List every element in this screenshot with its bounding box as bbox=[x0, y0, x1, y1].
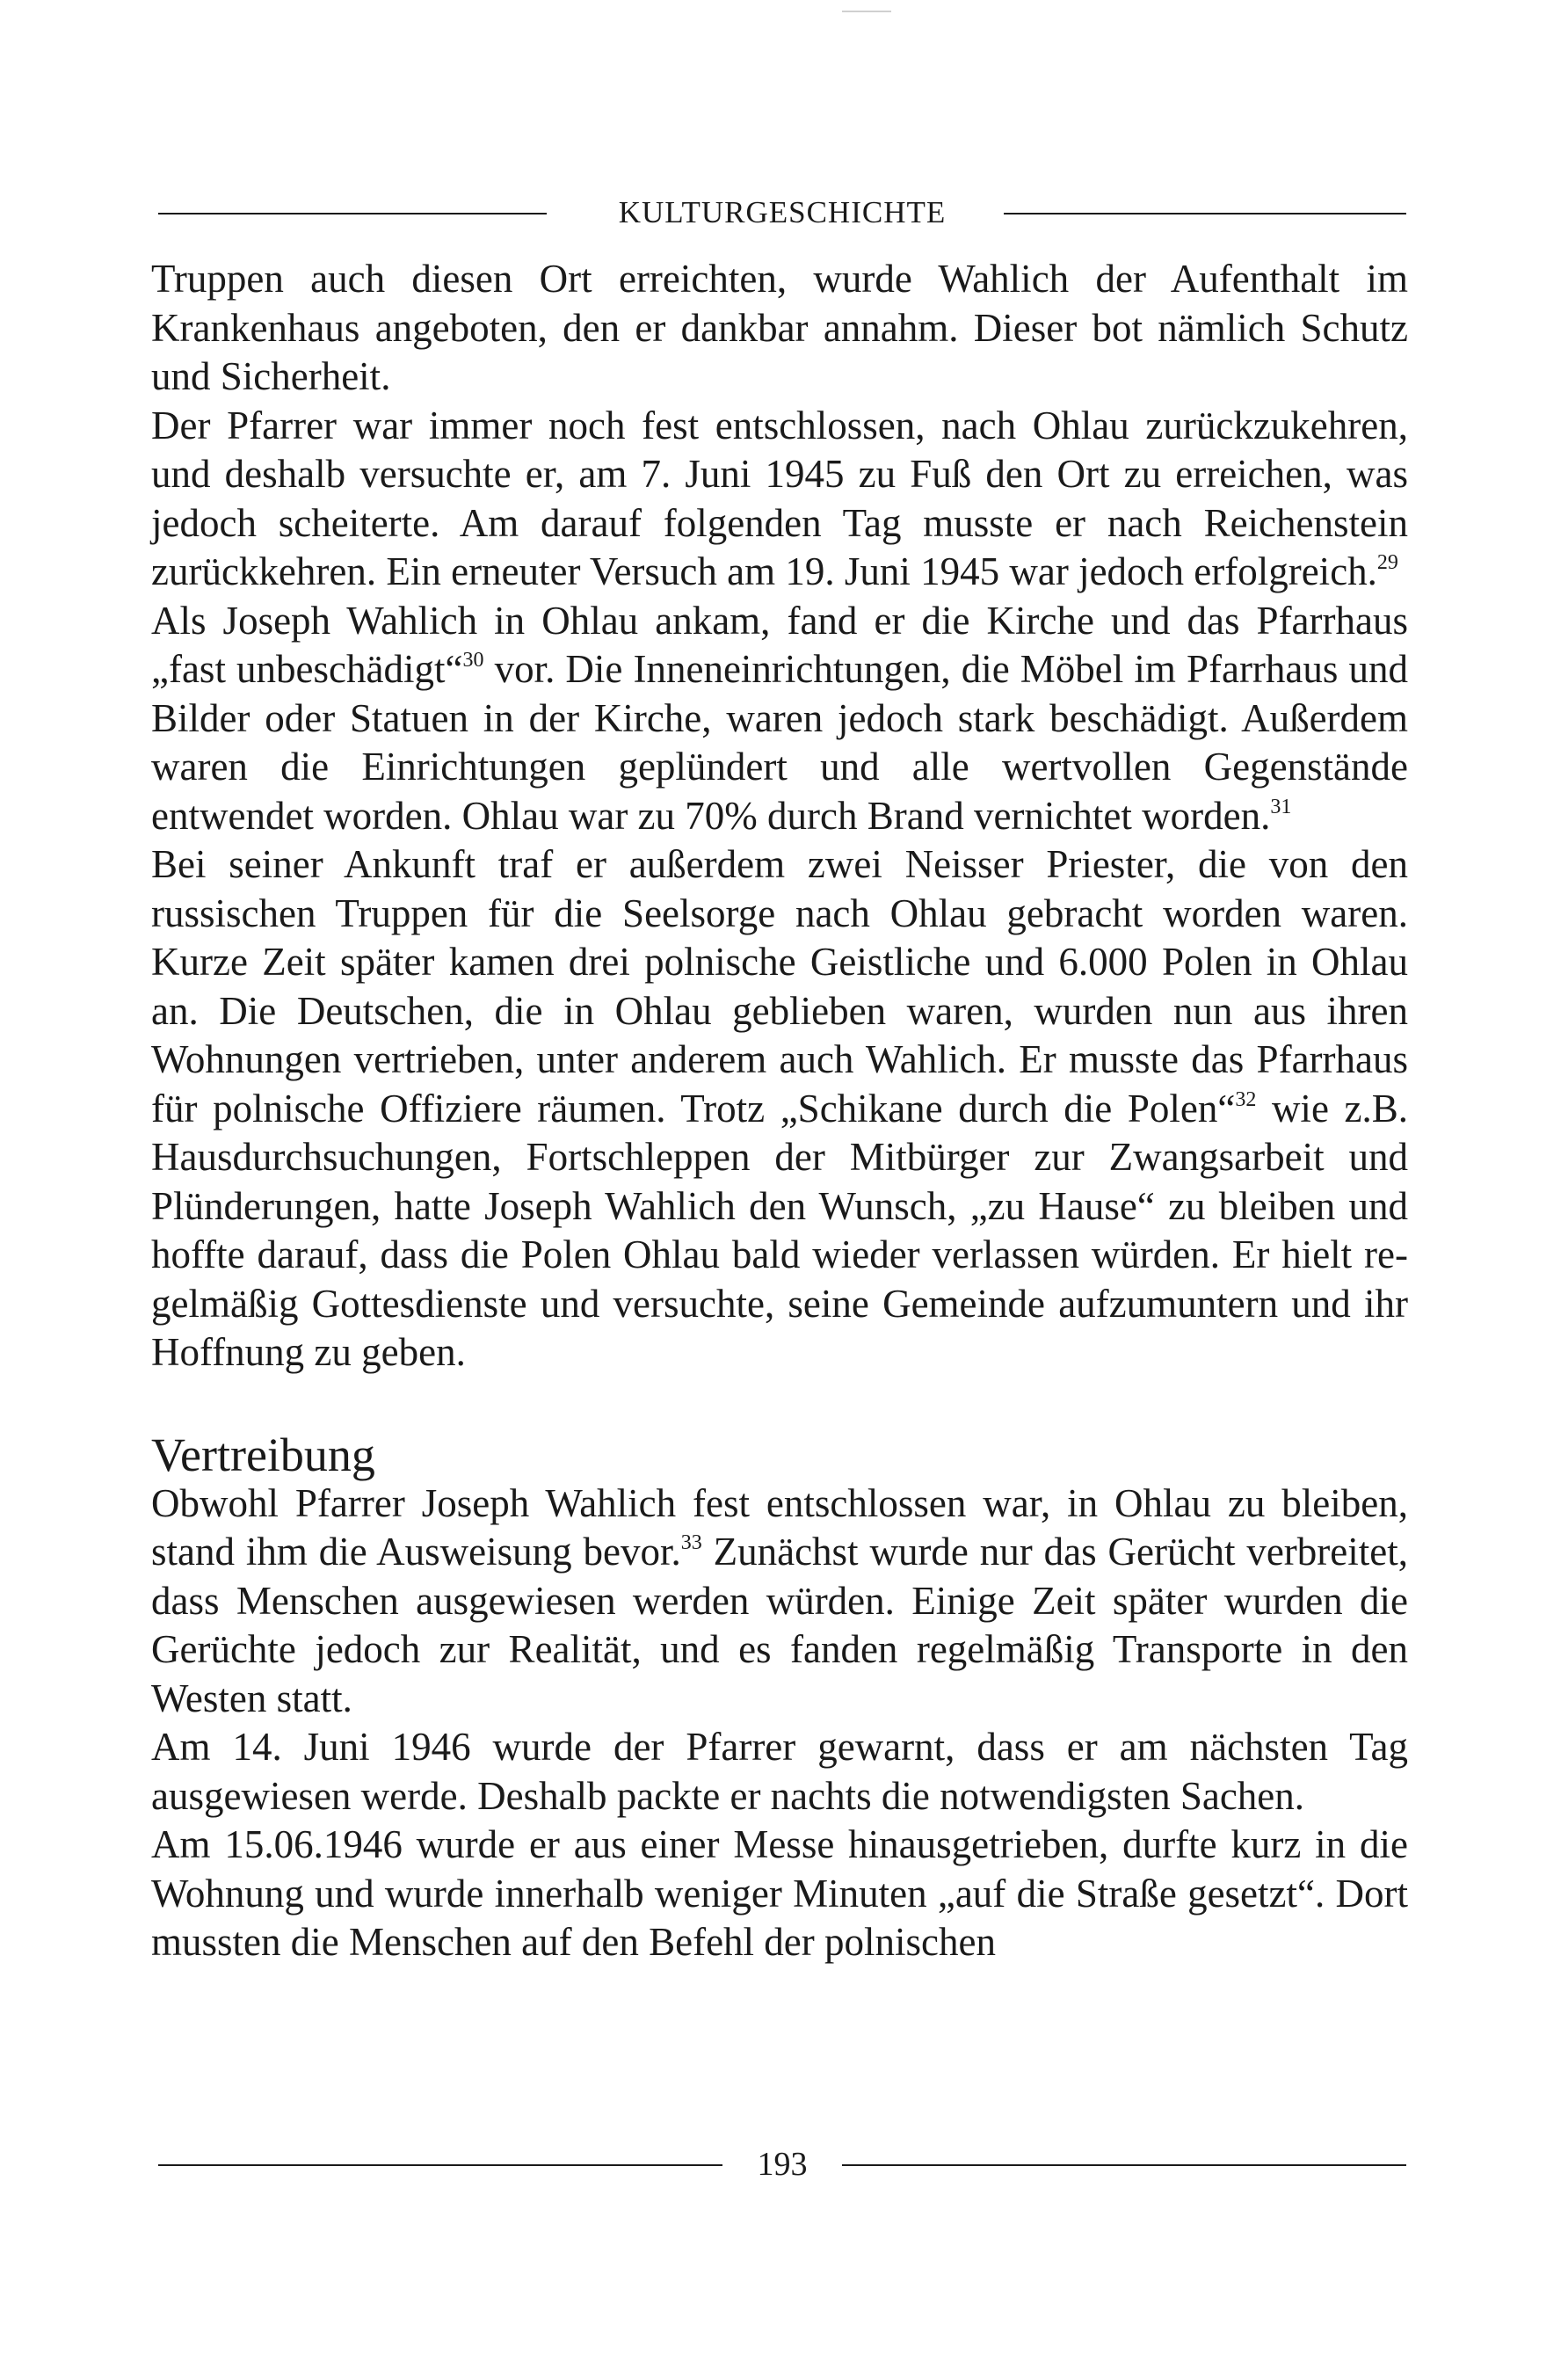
paragraph-7 bbox=[151, 1821, 1408, 1967]
footnote-ref-29: 29 bbox=[1376, 551, 1398, 574]
section-heading-vertreibung: Vertreibung bbox=[151, 1428, 375, 1481]
scan-mark bbox=[842, 11, 891, 12]
paragraph-4-text-b: wie z.B. Hausdurchsuchungen, Fortschleppen der Mitbürger zur Zwangsarbeit und Plünderungen, hatte Joseph Wahlich den Wunsch, „zu Hause“ zu bleiben und hoffte darauf, dass die Polen Ohlau bald wieder verlassen würden. Er hielt regelmäßig Gottesdienste und versuchte, seine Gemeinde aufzumuntern und ihr Hoffnung zu geben. bbox=[151, 1086, 1408, 1374]
running-head-title: KULTURGESCHICHTE bbox=[618, 195, 947, 229]
paragraph-2 bbox=[151, 402, 1408, 597]
paragraph-5-text-a: Obwohl Pfarrer Joseph Wahlich fest entschlossen war, in Ohlau zu bleiben, stand ihm die Ausweisung bevor. bbox=[151, 1480, 1408, 1574]
page-number: 193 bbox=[757, 2146, 808, 2183]
running-head bbox=[158, 195, 1406, 230]
footnote-ref-30: 30 bbox=[462, 649, 484, 672]
paragraph-3-text-b: vor. Die Inneneinrichtungen, die Möbel im Pfarrhaus und Bilder oder Statuen in der Kirche, waren jedoch stark beschädigt. Außerdem waren die Einrichtungen geplündert und alle wertvollen Gegenstände entwendet worden. Ohlau war zu 70% durch Brand vernichtet worden. bbox=[151, 647, 1409, 838]
paragraph-4-text-a: Bei seiner Ankunft traf er außerdem zwei Neisser Priester, die von den russischen Truppen für die Seelsorge nach Ohlau gebracht worden waren. Kurze Zeit später kamen drei polnische Geistliche und 6.000 Polen in Ohlau an. Die Deutschen, die in Ohlau geblieben waren, wurden nun aus ihren Wohnungen vertrieben, unter anderem auch Wahlich. Er musste das Pfarrhaus für polnische Offiziere räumen. Trotz „Schikane durch die Polen“ bbox=[151, 842, 1408, 1130]
paragraph-1-text: Truppen auch diesen Ort erreichten, wurde Wahlich der Aufenthalt im Krankenhaus angeboten, den er dankbar annahm. Dieser bot nämlich Schutz und Sicherheit. bbox=[151, 257, 1408, 398]
paragraph-4 bbox=[151, 840, 1408, 1378]
footer-rule-right bbox=[842, 2164, 1406, 2166]
paragraph-3 bbox=[151, 597, 1408, 841]
paragraph-1 bbox=[151, 255, 1408, 402]
paragraph-5-text-b: Zunächst wurde nur das Gerücht verbreitet, dass Menschen ausgewiesen werden würden. Einige Zeit später wurden die Gerüchte jedoch zur Realität, und es fanden regelmäßig Transporte in den Westen statt. bbox=[151, 1530, 1408, 1720]
paragraph-7-text: Am 15.06.1946 wurde er aus einer Messe hinausgetrieben, durfte kurz in die Wohnung und wurde innerhalb weniger Minuten „auf die Straße gesetzt“. Dort mussten die Menschen auf den Befehl der polnischen bbox=[151, 1822, 1408, 1964]
page-footer bbox=[158, 2145, 1406, 2184]
paragraph-2-text: Der Pfarrer war immer noch fest entschlossen, nach Ohlau zurückzukehren, und deshalb versuchte er, am 7. Juni 1945 zu Fuß den Ort zu erreichen, was jedoch scheiterte. Am darauf folgenden Tag musste er nach Reichenstein zurückkehren. Ein erneuter Versuch am 19. Juni 1945 war jedoch erfolgreich. bbox=[151, 403, 1408, 593]
paragraph-6 bbox=[151, 1723, 1408, 1821]
paragraph-5 bbox=[151, 1479, 1408, 1724]
paragraph-6-text: Am 14. Juni 1946 wurde der Pfarrer gewarnt, dass er am nächsten Tag ausgewiesen werde. Deshalb packte er nachts die notwendigsten Sachen. bbox=[151, 1725, 1408, 1818]
paragraph-3-text-a: Als Joseph Wahlich in Ohlau ankam, fand er die Kirche und das Pfarrhaus „fast unbeschädigt“ bbox=[151, 598, 1408, 691]
footnote-ref-33: 33 bbox=[680, 1531, 702, 1554]
footnote-ref-31: 31 bbox=[1270, 795, 1292, 818]
page-body bbox=[151, 255, 1408, 1967]
running-head-rule-right bbox=[1004, 213, 1406, 214]
footnote-ref-32: 32 bbox=[1235, 1087, 1257, 1111]
